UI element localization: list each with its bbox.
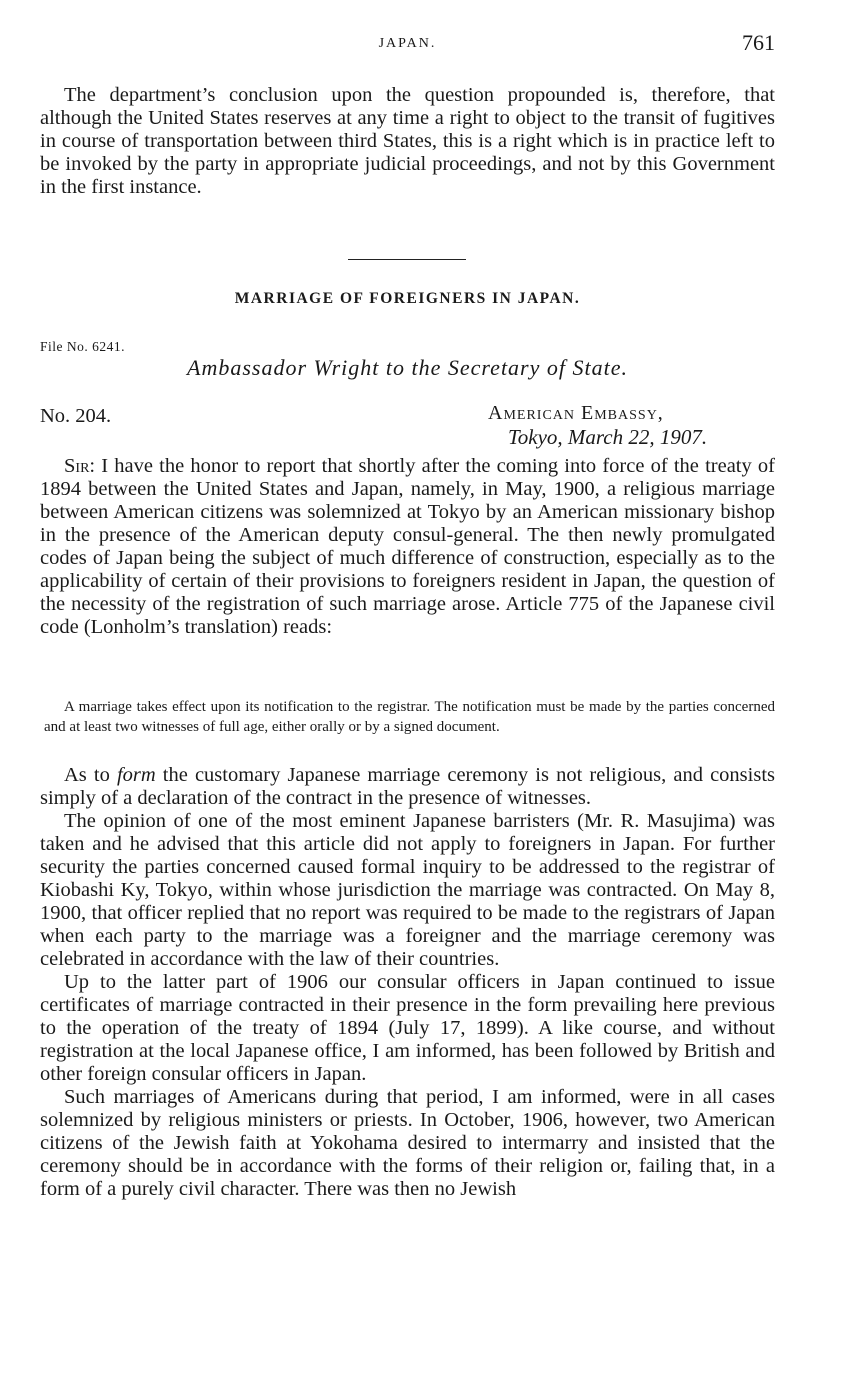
form-paragraph xyxy=(40,764,775,810)
page-number: 761 xyxy=(742,30,775,55)
letter-number: No. 204. xyxy=(40,405,112,427)
quote-text: A marriage takes effect upon its notification to the registrar. The notification must be made by the parties concerned and at least two witnesses of full age, either orally or by a signed document. xyxy=(44,699,775,735)
salutation: Sir xyxy=(64,455,90,477)
section-divider xyxy=(348,259,466,260)
intro-paragraph-block xyxy=(40,84,775,199)
letter-opening-paragraph xyxy=(40,455,775,639)
letter-body-block xyxy=(40,764,775,1201)
intro-paragraph: The department’s conclusion upon the question propounded is, therefore, that although the United States reserves at any time a right to object to the transit of fugitives in course of transportation between third States, this is a right which is in practice left to be invoked by the party in appropriate judicial proceedings, and not by this Government in the first instance. xyxy=(40,84,775,198)
file-number: File No. 6241. xyxy=(40,339,126,354)
section-heading: MARRIAGE OF FOREIGNERS IN JAPAN. xyxy=(234,290,581,307)
running-title: JAPAN. xyxy=(378,36,437,51)
letter-opening-block xyxy=(40,455,775,639)
form-word: form xyxy=(116,764,156,786)
form-rest: the customary Japanese marriage ceremony is not religious, and consists simply of a declaration of the contract in the presence of witnesses. xyxy=(40,764,775,809)
running-head xyxy=(40,30,775,56)
form-prefix: As to xyxy=(64,764,117,786)
opening-text: : I have the honor to report that shortly after the coming into force of the treaty of 1894 between the United States and Japan, namely, in May, 1900, a religious marriage between American citizens was solemnized at Tokyo by an American missionary bishop in the presence of the American deputy consul-general. The then newly promulgated codes of Japan being the subject of much difference of construction, especially as to the applicability of certain of their provisions to foreigners resident in Japan, the question of the necessity of the registration of such marriage arose. Article 775 of the Japanese civil code (Lonholm’s translation) reads: xyxy=(40,455,775,638)
consular-paragraph: Up to the latter part of 1906 our consular officers in Japan continued to issue certificates of marriage contracted in their presence in the form prevailing here previous to the operation of the treaty of 1894 (July 17, 1899). A like course, and without registration at the local Japanese office, I am informed, has been followed by British and other foreign consular officers in Japan. xyxy=(40,971,775,1085)
embassy-line: American Embassy, xyxy=(488,402,664,424)
letter-caption: Ambassador Wright to the Secretary of State. xyxy=(187,355,628,380)
jewish-marriage-paragraph: Such marriages of Americans during that period, I am informed, were in all cases solemnized by religious ministers or priests. In October, 1906, however, two American citizens of the Jewish faith at Yokohama desired to intermarry and insisted that the ceremony should be in accordance with the forms of their religion or, failing that, in a form of a purely civil character. There was then no Jewish xyxy=(40,1086,775,1200)
civil-code-quote xyxy=(44,697,775,737)
place-date-line: Tokyo, March 22, 1907. xyxy=(508,425,708,449)
opinion-paragraph: The opinion of one of the most eminent Japanese barristers (Mr. R. Masujima) was taken and he advised that this article did not apply to foreigners in Japan. For further security the parties concerned caused formal inquiry to be addressed to the registrar of Kiobashi Ky, Tokyo, within whose jurisdiction the marriage was contracted. On May 8, 1900, that officer replied that no report was required to be made to the registrars of Japan when each party to the marriage was a foreigner and the marriage ceremony was celebrated in accordance with the law of their countries. xyxy=(40,810,775,970)
